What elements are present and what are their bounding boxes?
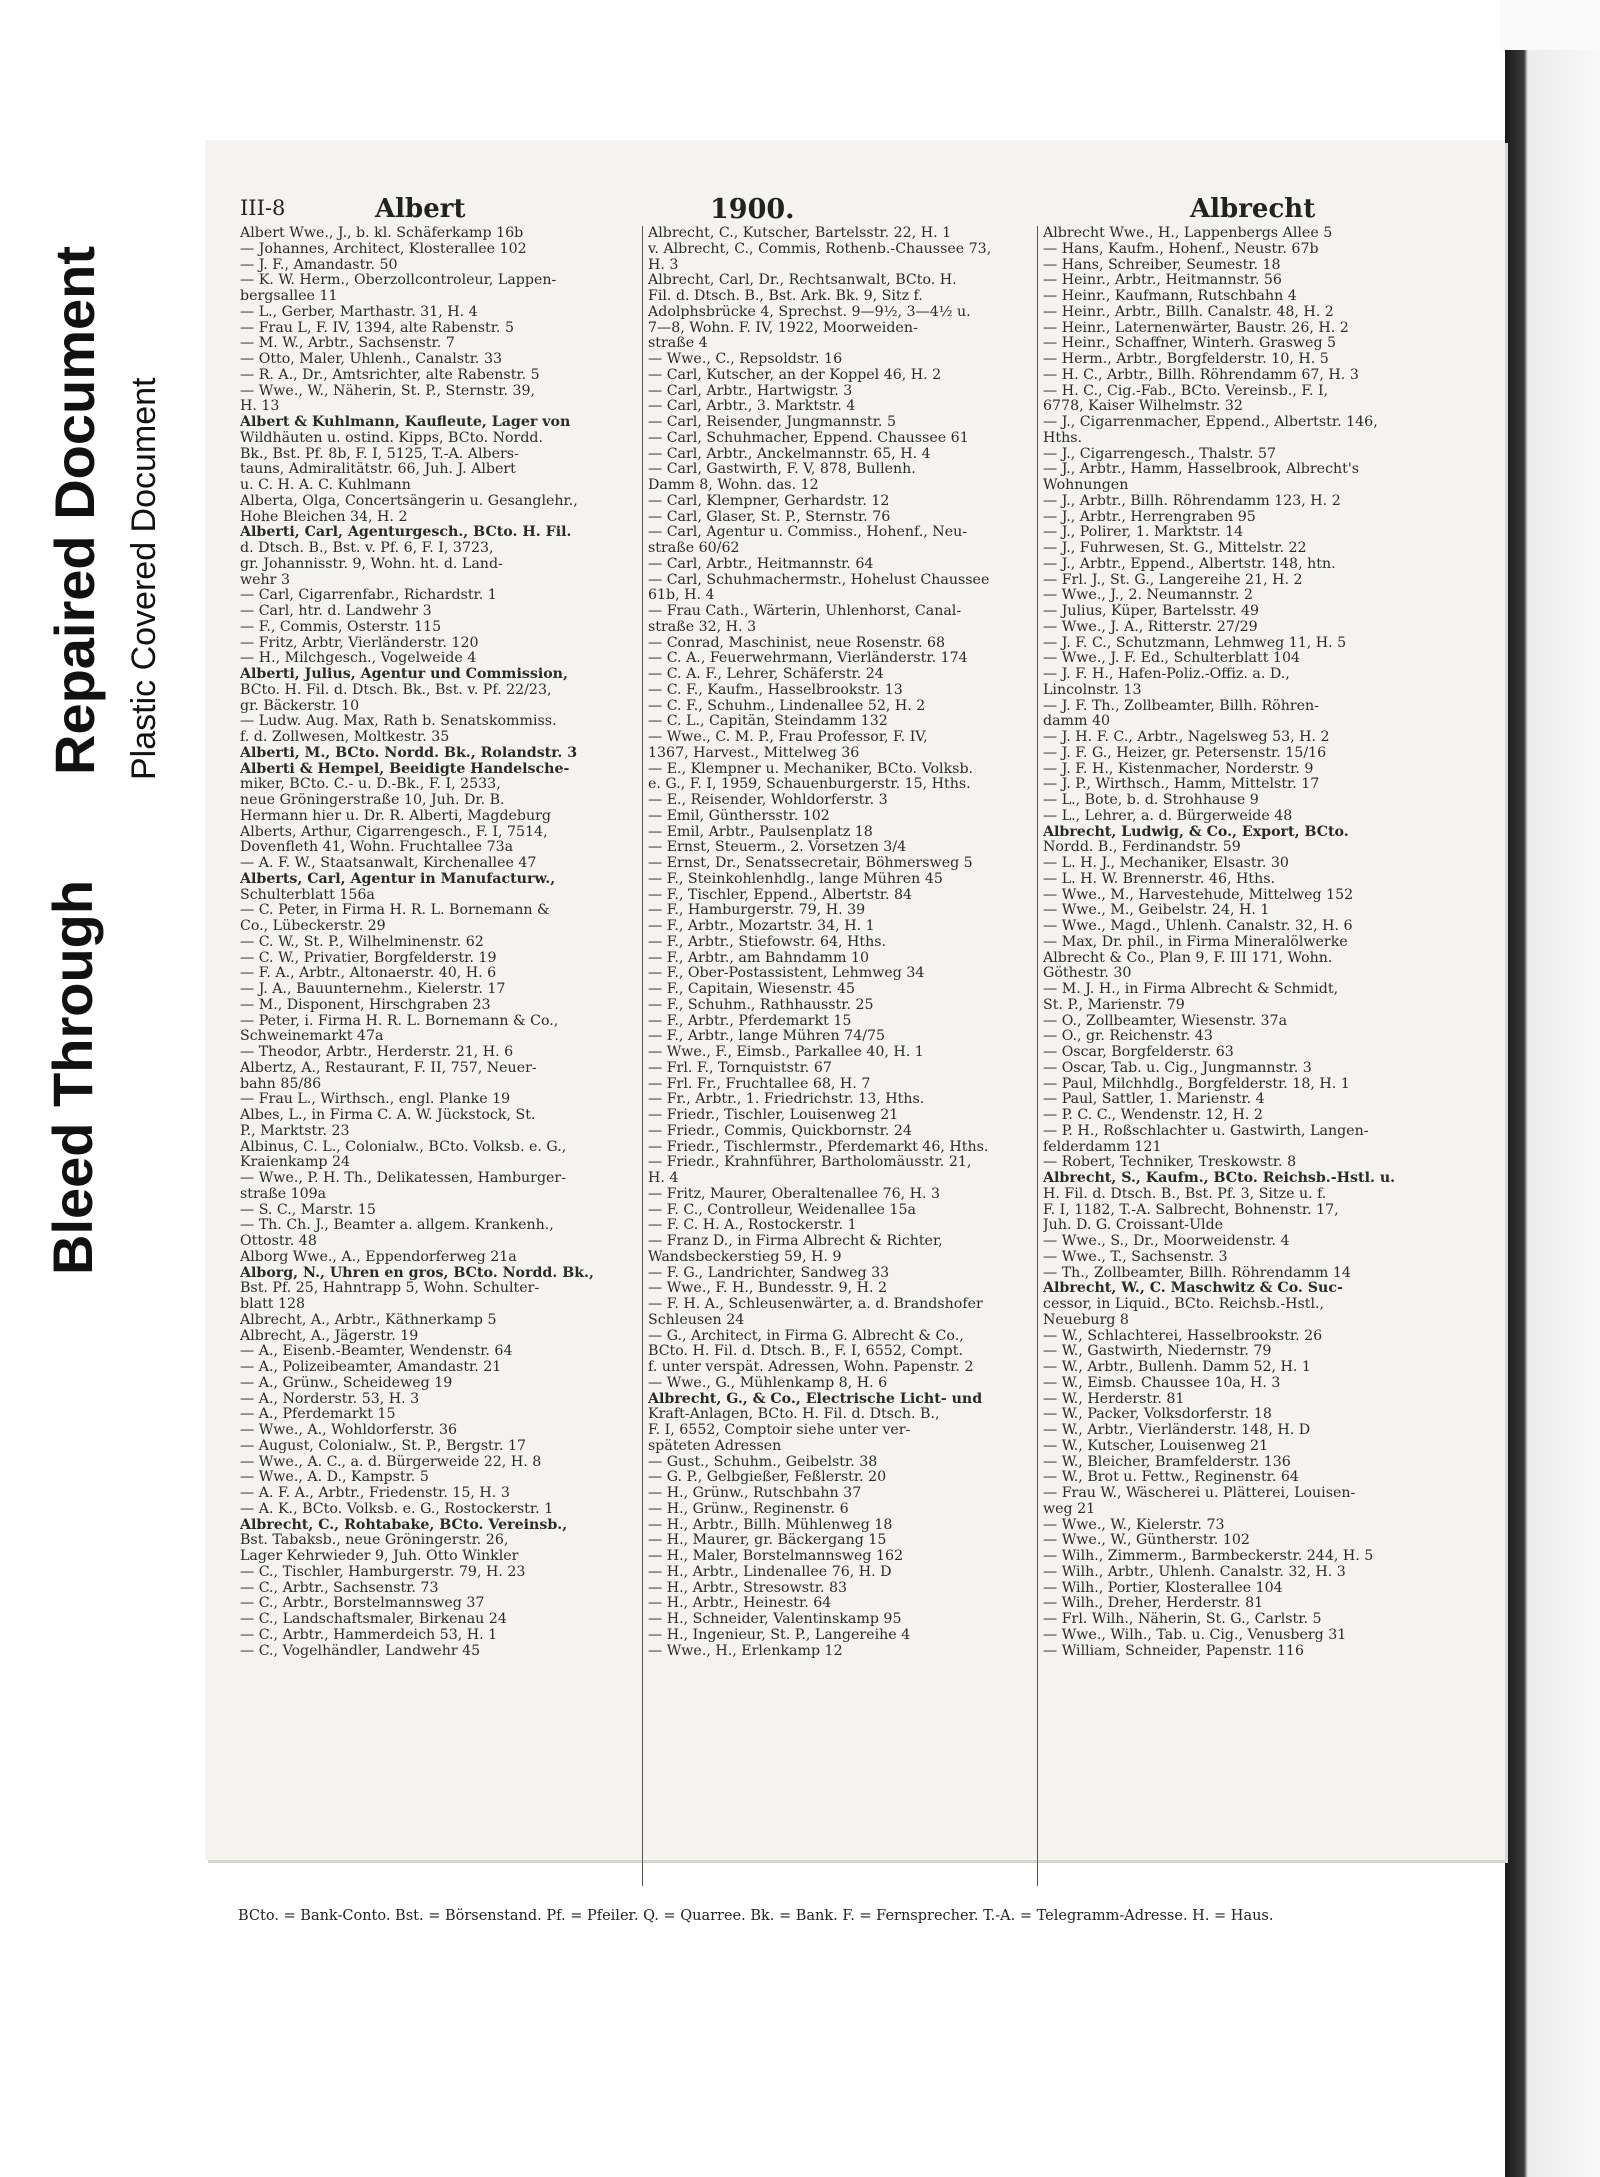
directory-entry: Albrecht, C., Rohtabake, BCto. Vereinsb., xyxy=(240,1516,568,1533)
directory-entry: — Emil, Arbtr., Paulsenplatz 18 xyxy=(648,823,873,840)
directory-entry: tauns, Admiralitätstr. 66, Juh. J. Albert xyxy=(240,461,516,478)
directory-entry: — Emil, Günthersstr. 102 xyxy=(648,807,830,824)
bleed-through-label: Bleed Through xyxy=(41,879,104,1275)
directory-entry: Albes, L., in Firma C. A. W. Jückstock, St. xyxy=(240,1107,536,1123)
directory-entry: — C., Arbtr., Borstelmannsweg 37 xyxy=(240,1595,485,1612)
directory-entry: — H., Arbtr., Heinestr. 64 xyxy=(648,1595,832,1612)
directory-entry: — C., Landschaftsmaler, Birkenau 24 xyxy=(240,1611,507,1627)
directory-entry: H. 13 xyxy=(240,398,280,415)
directory-entry: — Wwe., S., Dr., Moorweidenstr. 4 xyxy=(1043,1233,1290,1249)
directory-entry: Alberti, M., BCto. Nordd. Bk., Rolandstr. 3 xyxy=(240,744,578,761)
directory-entry: — Herm., Arbtr., Borgfelderstr. 10, H. 5 xyxy=(1043,351,1329,367)
plastic-covered-label: Plastic Covered Document xyxy=(125,377,163,780)
directory-entry: — J. F. G., Heizer, gr. Petersenstr. 15/16 xyxy=(1043,744,1327,761)
directory-entry: — Wwe., W., Kielerstr. 73 xyxy=(1043,1516,1225,1533)
directory-entry: — Conrad, Maschinist, neue Rosenstr. 68 xyxy=(648,634,946,651)
directory-entry: — H., Arbtr., Lindenallee 76, H. D xyxy=(648,1563,892,1580)
directory-entry: — J. F. H., Hafen-Poliz.-Offiz. a. D., xyxy=(1043,666,1290,682)
directory-entry: — J., Arbtr., Eppend., Albertstr. 148, htn. xyxy=(1043,555,1336,572)
directory-entry: Alberts, Carl, Agentur in Manufacturw., xyxy=(240,870,556,887)
directory-entry: — Oscar, Borgfelderstr. 63 xyxy=(1043,1044,1234,1060)
directory-entry: Alberti, Julius, Agentur und Commission, xyxy=(240,666,568,682)
directory-entry: Albrecht, Carl, Dr., Rechtsanwalt, BCto. H. xyxy=(648,272,957,289)
directory-entry: — Hans, Kaufm., Hohenf., Neustr. 67b xyxy=(1043,240,1319,257)
directory-entry: — R. A., Dr., Amtsrichter, alte Rabenstr. 5 xyxy=(240,366,540,383)
directory-entry: Hermann hier u. Dr. R. Alberti, Magdeburg xyxy=(240,807,552,824)
directory-entry: H. Fil. d. Dtsch. B., Bst. Pf. 3, Sitze u. f. xyxy=(1043,1185,1327,1202)
directory-entry: — A. F. W., Staatsanwalt, Kirchenallee 47 xyxy=(240,855,537,871)
directory-entry: — Wwe., A., Wohldorferstr. 36 xyxy=(240,1422,458,1438)
directory-entry: — Carl, Cigarrenfabr., Richardstr. 1 xyxy=(240,587,497,604)
directory-entry: — Carl, Schuhmacher, Eppend. Chaussee 61 xyxy=(648,429,969,446)
directory-entry: Schweinemarkt 47a xyxy=(240,1028,384,1045)
directory-entry: straße 32, H. 3 xyxy=(648,618,757,635)
directory-entry: — Carl, Reisender, Jungmannstr. 5 xyxy=(648,414,896,430)
directory-entry: — Theodor, Arbtr., Herderstr. 21, H. 6 xyxy=(240,1044,514,1060)
directory-entry: Göthestr. 30 xyxy=(1043,965,1132,982)
directory-entry: — A., Eisenb.-Beamter, Wendenstr. 64 xyxy=(240,1343,513,1360)
directory-entry: — J. F. C., Schutzmann, Lehmweg 11, H. 5 xyxy=(1043,634,1347,651)
directory-entry: — L. H. J., Mechaniker, Elsastr. 30 xyxy=(1043,855,1289,871)
directory-entry: f. unter verspät. Adressen, Wohn. Papenstr. 2 xyxy=(648,1359,974,1375)
scan-binding-edge xyxy=(1505,50,1600,2177)
directory-entry: straße 60/62 xyxy=(648,540,740,556)
directory-entry: Juh. D. G. Croissant-Ulde xyxy=(1043,1217,1224,1234)
directory-entry: — A., Pferdemarkt 15 xyxy=(240,1406,396,1423)
directory-entry: — S. C., Marstr. 15 xyxy=(240,1201,376,1218)
directory-entry: — J., Polirer, 1. Marktstr. 14 xyxy=(1043,524,1244,541)
directory-entry: f. d. Zollwesen, Moltkestr. 35 xyxy=(240,729,450,745)
directory-entry: — Frl. Wilh., Näherin, St. G., Carlstr. 5 xyxy=(1043,1611,1322,1627)
directory-entry: — Wwe., P. H. Th., Delikatessen, Hamburger- xyxy=(240,1170,567,1186)
directory-entry: — Carl, Gastwirth, F. V, 878, Bullenh. xyxy=(648,461,916,478)
directory-entry: — M. J. H., in Firma Albrecht & Schmidt, xyxy=(1043,981,1339,997)
directory-entry: Albrecht, A., Jägerstr. 19 xyxy=(240,1327,419,1344)
directory-entry: — H., Grünw., Rutschbahn 37 xyxy=(648,1485,862,1501)
directory-entry: — Ernst, Dr., Senatssecretair, Böhmersweg 5 xyxy=(648,855,973,871)
directory-entry: — C. W., Privatier, Borgfelderstr. 19 xyxy=(240,949,497,966)
directory-entry: H. 3 xyxy=(648,256,679,273)
directory-entry: — Carl, Arbtr., 3. Marktstr. 4 xyxy=(648,398,856,415)
directory-entry: — J. A., Bauunternehm., Kielerstr. 17 xyxy=(240,981,506,997)
directory-entry: — F. C. H. A., Rostockerstr. 1 xyxy=(648,1217,857,1234)
directory-entry: — Wilh., Zimmerm., Barmbeckerstr. 244, H. 5 xyxy=(1043,1548,1374,1564)
directory-entry: — Wilh., Arbtr., Uhlenh. Canalstr. 32, H. 3 xyxy=(1043,1563,1346,1580)
directory-entry: — Wwe., A. C., a. d. Bürgerweide 22, H. 8 xyxy=(240,1453,542,1470)
abbreviation-legend: BCto. = Bank-Conto. Bst. = Börsenstand. Pf. = Pfeiler. Q. = Quarree. Bk. = Bank. F. = Fernsprecher. T.-A. = Telegramm-Adresse. H. = Haus. xyxy=(238,1908,1274,1924)
directory-entry: — Frl. J., St. G., Langereihe 21, H. 2 xyxy=(1043,571,1303,588)
column-divider xyxy=(642,226,643,1886)
directory-entry: — Wwe., W., Näherin, St. P., Sternstr. 39, xyxy=(240,382,536,399)
directory-entry: — Friedr., Commis, Quickbornstr. 24 xyxy=(648,1122,912,1139)
header-name-right: Albrecht xyxy=(1190,194,1316,224)
directory-entry: — C. L., Capitän, Steindamm 132 xyxy=(648,713,888,730)
directory-entry: Wohnungen xyxy=(1043,477,1129,493)
directory-entry: — F., Hamburgerstr. 79, H. 39 xyxy=(648,902,866,919)
directory-entry: felderdamm 121 xyxy=(1043,1138,1162,1155)
directory-entry: Albrecht, A., Arbtr., Käthnerkamp 5 xyxy=(240,1311,497,1328)
directory-entry: Albrecht, G., & Co., Electrische Licht- und xyxy=(648,1390,983,1407)
directory-entry: — Paul, Sattler, 1. Marienstr. 4 xyxy=(1043,1091,1265,1108)
directory-entry: — W., Bleicher, Bramfelderstr. 136 xyxy=(1043,1453,1291,1470)
directory-entry: F. I, 1182, T.-A. Salbrecht, Bohnenstr. 17, xyxy=(1043,1201,1339,1218)
directory-entry: — Wwe., J., 2. Neumannstr. 2 xyxy=(1043,587,1253,604)
directory-entry: — C. A., Feuerwehrmann, Vierländerstr. 174 xyxy=(648,650,968,667)
directory-entry: — Ludw. Aug. Max, Rath b. Senatskommiss. xyxy=(240,713,557,730)
directory-entry: — J., Cigarrengesch., Thalstr. 57 xyxy=(1043,445,1277,462)
directory-entry: e. G., F. I, 1959, Schauenburgerstr. 15, Hths. xyxy=(648,776,971,793)
section-number: III-8 xyxy=(240,196,286,220)
directory-entry: Alborg Wwe., A., Eppendorferweg 21a xyxy=(240,1248,517,1265)
directory-entry: — Robert, Techniker, Treskowstr. 8 xyxy=(1043,1154,1297,1171)
directory-entry: — Otto, Maler, Uhlenh., Canalstr. 33 xyxy=(240,351,503,367)
directory-entry: — L., Bote, b. d. Strohhause 9 xyxy=(1043,792,1259,808)
directory-entry: Fil. d. Dtsch. B., Bst. Ark. Bk. 9, Sitz f. xyxy=(648,288,923,304)
directory-entry: — P. H., Roßschlachter u. Gastwirth, Langen- xyxy=(1043,1122,1369,1139)
directory-entry: — F., Steinkohlenhdlg., lange Mühren 45 xyxy=(648,870,943,887)
directory-entry: — E., Klempner u. Mechaniker, BCto. Volksb. xyxy=(648,760,974,777)
directory-entry: — Carl, Glaser, St. P., Sternstr. 76 xyxy=(648,508,891,525)
directory-entry: — W., Herderstr. 81 xyxy=(1043,1390,1185,1407)
directory-entry: Nordd. B., Ferdinandstr. 59 xyxy=(1043,839,1241,856)
directory-entry: späteten Adressen xyxy=(648,1437,782,1454)
side-annotation xyxy=(0,0,190,2177)
directory-entry: — F. H. A., Schleusenwärter, a. d. Brandshofer xyxy=(648,1296,983,1312)
directory-entry: — H., Milchgesch., Vogelweide 4 xyxy=(240,650,477,667)
directory-entry: — A., Grünw., Scheideweg 19 xyxy=(240,1374,453,1391)
directory-entry: BCto. H. Fil. d. Dtsch. Bk., Bst. v. Pf. 22/23, xyxy=(240,681,552,698)
directory-entry: — Oscar, Tab. u. Cig., Jungmannstr. 3 xyxy=(1043,1059,1312,1076)
directory-entry: Kraft-Anlagen, BCto. H. Fil. d. Dtsch. B., xyxy=(648,1406,940,1423)
directory-entry: — H., Grünw., Reginenstr. 6 xyxy=(648,1500,849,1517)
directory-entry: 7—8, Wohn. F. IV, 1922, Moorweiden- xyxy=(648,319,918,336)
directory-entry: cessor, in Liquid., BCto. Reichsb.-Hstl., xyxy=(1043,1296,1325,1312)
directory-entry: — J. H. F. C., Arbtr., Nagelsweg 53, H. 2 xyxy=(1043,729,1330,745)
directory-entry: — Th., Zollbeamter, Billh. Röhrendamm 14 xyxy=(1043,1264,1351,1281)
directory-entry: — Peter, i. Firma H. R. L. Bornemann & Co., xyxy=(240,1012,559,1029)
directory-entry: — Wwe., C., Repsoldstr. 16 xyxy=(648,351,843,367)
directory-entry: — Frl. Fr., Fruchtallee 68, H. 7 xyxy=(648,1075,871,1092)
directory-entry: Albrecht, Ludwig, & Co., Export, BCto. xyxy=(1043,823,1349,840)
directory-entry: — F., Capitain, Wiesenstr. 45 xyxy=(648,981,856,997)
directory-entry: St. P., Marienstr. 79 xyxy=(1043,996,1185,1013)
directory-entry: — Heinr., Schaffner, Winterh. Grasweg 5 xyxy=(1043,335,1337,352)
directory-entry: blatt 128 xyxy=(240,1296,306,1312)
directory-entry: — William, Schneider, Papenstr. 116 xyxy=(1043,1642,1304,1659)
directory-entry: — F., Arbtr., am Bahndamm 10 xyxy=(648,949,870,966)
directory-entry: — H., Maler, Borstelmannsweg 162 xyxy=(648,1548,904,1564)
directory-entry: Alberti, Carl, Agenturgesch., BCto. H. Fil. xyxy=(240,524,572,541)
directory-entry: H. 4 xyxy=(648,1170,679,1186)
directory-entry: — Fritz, Maurer, Oberaltenallee 76, H. 3 xyxy=(648,1185,941,1202)
directory-entry: — Wwe., M., Geibelstr. 24, H. 1 xyxy=(1043,902,1270,919)
directory-entry: — Wilh., Portier, Klosterallee 104 xyxy=(1043,1579,1283,1596)
directory-entry: — Carl, Klempner, Gerhardstr. 12 xyxy=(648,492,890,509)
directory-entry: neue Gröningerstraße 10, Juh. Dr. B. xyxy=(240,792,505,808)
directory-entry: F. I, 6552, Comptoir siehe unter ver- xyxy=(648,1422,911,1438)
directory-entry: — C., Tischler, Hamburgerstr. 79, H. 23 xyxy=(240,1563,526,1580)
directory-entry: Ottostr. 48 xyxy=(240,1233,317,1249)
directory-entry: — Heinr., Arbtr., Billh. Canalstr. 48, H. 2 xyxy=(1043,303,1334,320)
directory-entry: Schleusen 24 xyxy=(648,1311,745,1328)
directory-entry: Hohe Bleichen 34, H. 2 xyxy=(240,508,408,525)
directory-entry: bergsallee 11 xyxy=(240,288,338,304)
directory-entry: Bst. Pf. 25, Hahntrapp 5, Wohn. Schulter- xyxy=(240,1280,540,1297)
directory-entry: — August, Colonialw., St. P., Bergstr. 17 xyxy=(240,1437,527,1454)
directory-entry: 6778, Kaiser Wilhelmstr. 32 xyxy=(1043,398,1243,415)
directory-entry: — C., Arbtr., Sachsenstr. 73 xyxy=(240,1579,439,1596)
directory-entry: — W., Gastwirth, Niedernstr. 79 xyxy=(1043,1343,1272,1360)
directory-entry: — W., Kutscher, Louisenweg 21 xyxy=(1043,1437,1269,1454)
directory-entry: — W., Arbtr., Vierländerstr. 148, H. D xyxy=(1043,1422,1311,1438)
directory-entry: — C. A. F., Lehrer, Schäferstr. 24 xyxy=(648,666,884,682)
directory-entry: — Frau Cath., Wärterin, Uhlenhorst, Canal- xyxy=(648,603,962,619)
directory-entry: Alberti & Hempel, Beeidigte Handelsche- xyxy=(240,760,570,777)
directory-entry: Lager Kehrwieder 9, Juh. Otto Winkler xyxy=(240,1548,519,1564)
directory-entry: Albert & Kuhlmann, Kaufleute, Lager von xyxy=(240,414,571,430)
directory-entry: — Heinr., Arbtr., Heitmannstr. 56 xyxy=(1043,272,1282,289)
directory-entry: straße 109a xyxy=(240,1185,327,1202)
directory-entry: — Frl. F., Tornquiststr. 67 xyxy=(648,1059,832,1076)
directory-entry: — Carl, Arbtr., Hartwigstr. 3 xyxy=(648,382,853,399)
directory-entry: — Friedr., Tischler, Louisenweg 21 xyxy=(648,1107,899,1123)
directory-entry: — Carl, Arbtr., Heitmannstr. 64 xyxy=(648,555,874,572)
directory-entry: — F., Commis, Osterstr. 115 xyxy=(240,618,442,635)
directory-entry: — A. F. A., Arbtr., Friedenstr. 15, H. 3 xyxy=(240,1485,510,1501)
directory-entry: — K. W. Herm., Oberzollcontroleur, Lappen- xyxy=(240,272,557,289)
directory-entry: gr. Johannisstr. 9, Wohn. ht. d. Land- xyxy=(240,555,503,572)
directory-entry: — Max, Dr. phil., in Firma Mineralölwerke xyxy=(1043,933,1348,950)
directory-entry: — F., Tischler, Eppend., Albertstr. 84 xyxy=(648,886,913,903)
directory-entry: Bst. Tabaksb., neue Gröningerstr. 26, xyxy=(240,1532,509,1549)
directory-entry: Alberts, Arthur, Cigarrengesch., F. I, 7514, xyxy=(240,823,548,840)
directory-entry: Dovenfleth 41, Wohn. Fruchtallee 73a xyxy=(240,839,514,856)
directory-entry: — C. F., Kaufm., Hasselbrookstr. 13 xyxy=(648,681,903,698)
directory-entry: — F., Schuhm., Rathhausstr. 25 xyxy=(648,996,874,1013)
repaired-document-label: Repaired Document xyxy=(43,246,106,775)
directory-entry: — F. A., Arbtr., Altonaerstr. 40, H. 6 xyxy=(240,965,497,982)
directory-entry: — Fr., Arbtr., 1. Friedrichstr. 13, Hths. xyxy=(648,1091,925,1108)
directory-entry: Neueburg 8 xyxy=(1043,1311,1129,1328)
directory-entry: wehr 3 xyxy=(240,571,290,588)
directory-entry: Albertz, A., Restaurant, F. II, 757, Neuer- xyxy=(240,1059,537,1076)
directory-entry: — C. F., Schuhm., Lindenallee 52, H. 2 xyxy=(648,697,926,714)
directory-entry: gr. Bäckerstr. 10 xyxy=(240,697,360,714)
directory-entry: — C., Vogelhändler, Landwehr 45 xyxy=(240,1642,481,1659)
directory-entry: — Wwe., F. H., Bundesstr. 9, H. 2 xyxy=(648,1280,888,1297)
directory-entry: — Friedr., Tischlermstr., Pferdemarkt 46, Hths. xyxy=(648,1138,989,1155)
directory-entry: Bk., Bst. Pf. 8b, F. I, 5125, T.-A. Albers- xyxy=(240,445,519,462)
directory-entry: — Wwe., C. M. P., Frau Professor, F. IV, xyxy=(648,729,928,745)
directory-entry: — Wwe., M., Harvestehude, Mittelweg 152 xyxy=(1043,886,1354,903)
directory-entry: damm 40 xyxy=(1043,713,1111,730)
directory-entry: — C., Arbtr., Hammerdeich 53, H. 1 xyxy=(240,1626,498,1643)
directory-entry: Hths. xyxy=(1043,429,1083,446)
directory-entry: Lincolnstr. 13 xyxy=(1043,681,1142,698)
directory-entry: weg 21 xyxy=(1043,1500,1096,1517)
directory-entry: — Fritz, Arbtr, Vierländerstr. 120 xyxy=(240,634,479,651)
directory-entry: — M. W., Arbtr., Sachsenstr. 7 xyxy=(240,335,455,352)
directory-entry: — Wwe., G., Mühlenkamp 8, H. 6 xyxy=(648,1374,888,1391)
directory-entry: — Carl, htr. d. Landwehr 3 xyxy=(240,603,432,619)
directory-entry: — Carl, Agentur u. Commiss., Hohenf., Neu- xyxy=(648,524,968,541)
directory-entry: bahn 85/86 xyxy=(240,1075,322,1092)
directory-entry: — G., Architect, in Firma G. Albrecht & Co., xyxy=(648,1327,964,1344)
directory-entry: — Wwe., A. D., Kampstr. 5 xyxy=(240,1469,429,1486)
directory-entry: BCto. H. Fil. d. Dtsch. B., F. I, 6552, Compt. xyxy=(648,1343,963,1360)
directory-entry: Albinus, C. L., Colonialw., BCto. Volksb. e. G., xyxy=(240,1138,567,1155)
directory-entry: miker, BCto. C.- u. D.-Bk., F. I, 2533, xyxy=(240,776,501,793)
directory-entry: v. Albrecht, C., Commis, Rothenb.-Chaussee 73, xyxy=(648,240,992,257)
directory-entry: — E., Reisender, Wohldorferstr. 3 xyxy=(648,792,888,808)
directory-entry: — Wwe., F., Eimsb., Parkallee 40, H. 1 xyxy=(648,1044,924,1060)
directory-column-left xyxy=(240,226,635,1659)
directory-entry: — Julius, Küper, Bartelsstr. 49 xyxy=(1043,603,1260,619)
directory-entry: — Heinr., Kaufmann, Rutschbahn 4 xyxy=(1043,288,1297,304)
directory-entry: 1367, Harvest., Mittelweg 36 xyxy=(648,744,860,761)
directory-entry: — Wwe., W., Güntherstr. 102 xyxy=(1043,1532,1250,1549)
directory-entry: Co., Lübeckerstr. 29 xyxy=(240,918,386,934)
directory-entry: Wildhäuten u. ostind. Kipps, BCto. Nordd. xyxy=(240,429,543,446)
column-divider xyxy=(1037,226,1038,1886)
directory-entry: d. Dtsch. B., Bst. v. Pf. 6, F. I, 3723, xyxy=(240,540,494,556)
directory-entry: — Friedr., Krahnführer, Bartholomäusstr. 21, xyxy=(648,1154,972,1171)
directory-entry: — W., Eimsb. Chaussee 10a, H. 3 xyxy=(1043,1374,1281,1391)
directory-entry: — W., Arbtr., Bullenh. Damm 52, H. 1 xyxy=(1043,1359,1311,1375)
directory-entry: — A., Polizeibeamter, Amandastr. 21 xyxy=(240,1359,502,1375)
directory-entry: — Wwe., T., Sachsenstr. 3 xyxy=(1043,1248,1228,1265)
directory-entry: — G. P., Gelbgießer, Feßlerstr. 20 xyxy=(648,1469,887,1486)
scan-top-strip xyxy=(1500,0,1600,50)
directory-entry: Albert Wwe., J., b. kl. Schäferkamp 16b xyxy=(240,226,524,241)
directory-entry: — Heinr., Laternenwärter, Baustr. 26, H. 2 xyxy=(1043,319,1349,336)
directory-entry: — Frau L., Wirthsch., engl. Planke 19 xyxy=(240,1091,511,1108)
directory-column-right xyxy=(1043,226,1428,1659)
directory-entry: — J., Arbtr., Hamm, Hasselbrook, Albrecht's xyxy=(1043,461,1360,478)
directory-entry: — A. K., BCto. Volksb. e. G., Rostockerstr. 1 xyxy=(240,1500,554,1517)
directory-entry: — L. H. W. Brennerstr. 46, Hths. xyxy=(1043,870,1276,887)
directory-entry: — W., Packer, Volksdorferstr. 18 xyxy=(1043,1406,1272,1423)
directory-entry: — Wwe., Magd., Uhlenh. Canalstr. 32, H. 6 xyxy=(1043,918,1353,934)
header-year: 1900. xyxy=(710,194,795,225)
directory-entry: Albrecht, S., Kaufm., BCto. Reichsb.-Hstl. u. xyxy=(1043,1170,1396,1186)
directory-entry: — J., Cigarrenmacher, Eppend., Albertstr. 146, xyxy=(1043,414,1378,430)
directory-entry: Albrecht, C., Kutscher, Bartelsstr. 22, H. 1 xyxy=(648,226,952,241)
directory-entry: Adolphsbrücke 4, Sprechst. 9—9½, 3—4½ u. xyxy=(648,303,971,320)
directory-entry: Albrecht Wwe., H., Lappenbergs Allee 5 xyxy=(1043,226,1333,241)
directory-entry: — F., Arbtr., Stiefowstr. 64, Hths. xyxy=(648,933,887,950)
page-header xyxy=(215,194,1316,230)
directory-entry: — H., Arbtr., Stresowstr. 83 xyxy=(648,1579,848,1596)
directory-entry: — Ernst, Steuerm., 2. Vorsetzen 3/4 xyxy=(648,839,907,856)
directory-entry: — Wwe., J. F. Ed., Schulterblatt 104 xyxy=(1043,650,1301,667)
directory-entry: — C. Peter, in Firma H. R. L. Bornemann & xyxy=(240,902,550,919)
directory-entry: — F., Arbtr., Pferdemarkt 15 xyxy=(648,1012,852,1029)
directory-entry: — J. F. Th., Zollbeamter, Billh. Röhren- xyxy=(1043,697,1319,714)
directory-entry: Kraienkamp 24 xyxy=(240,1154,351,1171)
directory-entry: straße 4 xyxy=(648,335,708,352)
directory-entry: — Th. Ch. J., Beamter a. allgem. Krankenh., xyxy=(240,1217,554,1234)
header-name-left: Albert xyxy=(375,194,466,224)
directory-entry: — W., Schlachterei, Hasselbrookstr. 26 xyxy=(1043,1327,1323,1344)
directory-entry: — Hans, Schreiber, Seumestr. 18 xyxy=(1043,256,1281,273)
directory-entry: Albrecht & Co., Plan 9, F. III 171, Wohn. xyxy=(1043,949,1333,966)
directory-entry: — Wwe., Wilh., Tab. u. Cig., Venusberg 31 xyxy=(1043,1626,1347,1643)
directory-entry: — H. C., Arbtr., Billh. Röhrendamm 67, H. 3 xyxy=(1043,366,1359,383)
directory-entry: — C. W., St. P., Wilhelminenstr. 62 xyxy=(240,933,484,950)
directory-entry: Wandsbeckerstieg 59, H. 9 xyxy=(648,1248,842,1265)
directory-entry: — Johannes, Architect, Klosterallee 102 xyxy=(240,240,527,257)
directory-entry: 61b, H. 4 xyxy=(648,587,715,604)
directory-entry: u. C. H. A. C. Kuhlmann xyxy=(240,477,411,493)
directory-entry: — Paul, Milchhdlg., Borgfelderstr. 18, H. 1 xyxy=(1043,1075,1350,1092)
directory-entry: — J., Fuhrwesen, St. G., Mittelstr. 22 xyxy=(1043,540,1307,556)
directory-entry: — A., Norderstr. 53, H. 3 xyxy=(240,1390,420,1407)
directory-entry: — J. F., Amandastr. 50 xyxy=(240,256,398,273)
directory-entry: — F., Arbtr., Mozartstr. 34, H. 1 xyxy=(648,918,875,934)
directory-entry: Schulterblatt 156a xyxy=(240,886,375,903)
directory-entry: Damm 8, Wohn. das. 12 xyxy=(648,477,819,493)
directory-entry: — Frau L, F. IV, 1394, alte Rabenstr. 5 xyxy=(240,319,514,336)
directory-entry: — F., Ober-Postassistent, Lehmweg 34 xyxy=(648,965,925,982)
directory-entry: — Carl, Kutscher, an der Koppel 46, H. 2 xyxy=(648,366,942,383)
directory-entry: P., Marktstr. 23 xyxy=(240,1122,350,1139)
directory-entry: — F., Arbtr., lange Mühren 74/75 xyxy=(648,1028,886,1045)
directory-entry: Alberta, Olga, Concertsängerin u. Gesanglehr., xyxy=(240,492,578,509)
directory-entry: — P. C. C., Wendenstr. 12, H. 2 xyxy=(1043,1107,1263,1123)
directory-entry: — Frau W., Wäscherei u. Plätterei, Louisen- xyxy=(1043,1485,1356,1501)
directory-entry: — H., Maurer, gr. Bäckergang 15 xyxy=(648,1532,887,1549)
directory-entry: — O., Zollbeamter, Wiesenstr. 37a xyxy=(1043,1012,1288,1029)
directory-entry: — H. C., Cig.-Fab., BCto. Vereinsb., F. I, xyxy=(1043,382,1329,399)
directory-entry: — Franz D., in Firma Albrecht & Richter, xyxy=(648,1233,943,1249)
directory-entry: Alborg, N., Uhren en gros, BCto. Nordd. Bk., xyxy=(240,1264,594,1281)
directory-entry: — H., Ingenieur, St. P., Langereihe 4 xyxy=(648,1626,911,1643)
directory-entry: — Wwe., J. A., Ritterstr. 27/29 xyxy=(1043,618,1258,635)
directory-entry: — Carl, Arbtr., Anckelmannstr. 65, H. 4 xyxy=(648,445,931,462)
directory-entry: — J., Arbtr., Herrengraben 95 xyxy=(1043,508,1256,525)
directory-entry: — O., gr. Reichenstr. 43 xyxy=(1043,1028,1213,1045)
directory-entry: — F. C., Controlleur, Weidenallee 15a xyxy=(648,1201,916,1218)
directory-entry: — Gust., Schuhm., Geibelstr. 38 xyxy=(648,1453,878,1470)
directory-entry: — L., Gerber, Marthastr. 31, H. 4 xyxy=(240,303,478,320)
directory-entry: — M., Disponent, Hirschgraben 23 xyxy=(240,996,491,1013)
directory-entry: — Carl, Schuhmachermstr., Hohelust Chaussee xyxy=(648,571,990,588)
directory-entry: — Wwe., H., Erlenkamp 12 xyxy=(648,1642,843,1659)
directory-entry: — F. G., Landrichter, Sandweg 33 xyxy=(648,1264,890,1281)
directory-column-middle xyxy=(648,226,1033,1659)
directory-entry: — H., Arbtr., Billh. Mühlenweg 18 xyxy=(648,1516,893,1533)
directory-entry: — J. F. H., Kistenmacher, Norderstr. 9 xyxy=(1043,760,1314,777)
directory-entry: — W., Brot u. Fettw., Reginenstr. 64 xyxy=(1043,1469,1299,1486)
directory-entry: — Wilh., Dreher, Herderstr. 81 xyxy=(1043,1595,1264,1612)
directory-entry: Albrecht, W., C. Maschwitz & Co. Suc- xyxy=(1043,1280,1343,1297)
directory-entry: — J., Arbtr., Billh. Röhrendamm 123, H. 2 xyxy=(1043,492,1341,509)
directory-entry: — H., Schneider, Valentinskamp 95 xyxy=(648,1611,902,1627)
directory-entry: — J. P., Wirthsch., Hamm, Mittelstr. 17 xyxy=(1043,776,1320,793)
directory-entry: — L., Lehrer, a. d. Bürgerweide 48 xyxy=(1043,807,1293,824)
